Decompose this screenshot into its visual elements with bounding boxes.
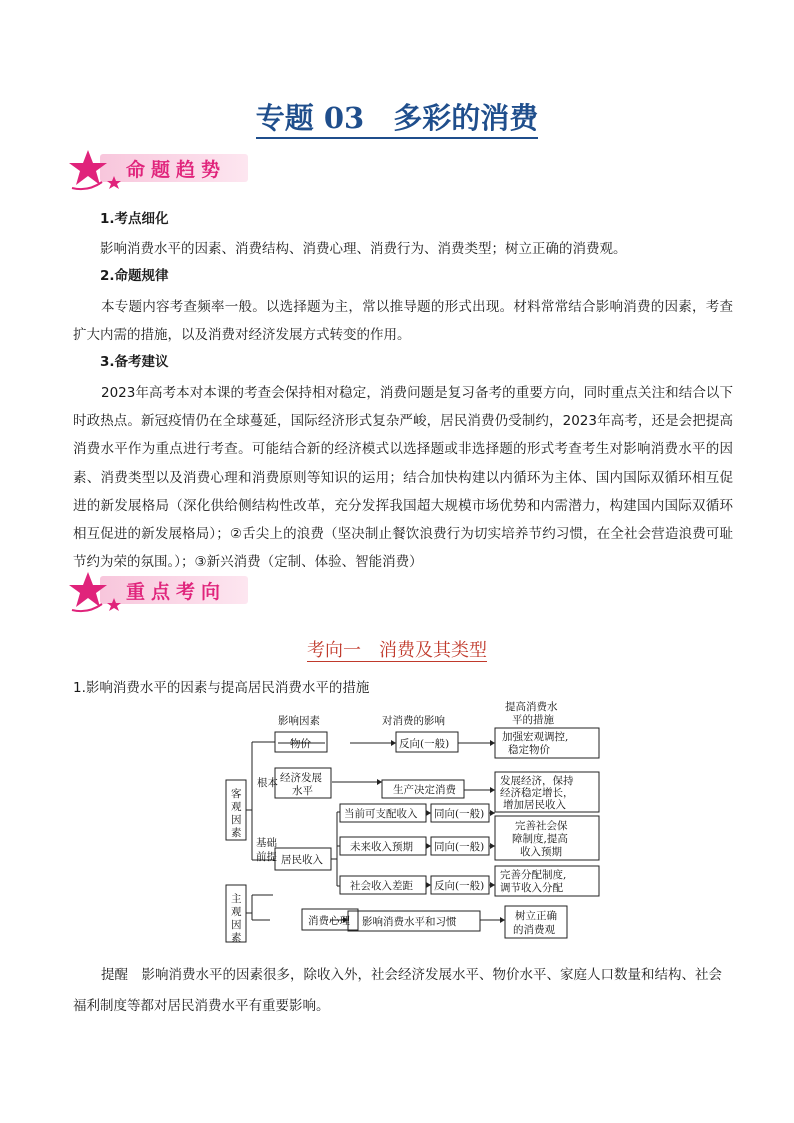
item-heading: 1.影响消费水平的因素与提高居民消费水平的措施 (73, 680, 370, 696)
trend-heading-1: 1.考点细化 (100, 211, 169, 227)
factor-diagram (210, 700, 600, 948)
objective-label-3: 因 (231, 814, 242, 826)
measure-5-line-1: 树立正确 (515, 910, 557, 922)
trend-heading-3: 3.备考建议 (100, 354, 169, 370)
trend-heading-2: 2.命题规律 (100, 268, 169, 284)
trend-text-3: 2023年高考本对本课的考查会保持相对稳定，消费问题是复习备考的重要方向，同时重点关注和结合以下时政热点。新冠疫情仍在全球蔓延，国际经济形式复杂严峻，居民消费仍受制约，2023年高考，还是会把提高消费水平作为重点进行考查。可能结合新的经济模式以选择题或非选择题的形式考查考生对影响消费水平的因素、消费类型以及消费心理和消费原则等知识的运用；结合加快构建以内循环为主体、国内国际双循环相互促进的新发展格局（深化供给侧结构性改革，充分发挥我国超大规模市场优势和内需潜力，构建国内国际双循环相互促进的新发展格局）；②舌尖上的浪费（坚决制止餐饮浪费行为切实培养节约习惯，在全社会营造浪费可耻节约为荣的氛围。）；③新兴消费（定制、体验、智能消费） (73, 385, 733, 571)
factor-econ-1: 经济发展 (280, 772, 322, 784)
header-measure-1: 提高消费水 (505, 701, 558, 713)
effect-current: 同向(一般) (434, 808, 485, 820)
subjective-label-1: 主 (231, 893, 242, 905)
measure-3-line-1: 完善社会保 (515, 820, 568, 832)
income-future: 未来收入预期 (350, 841, 413, 853)
measure-2-line-1: 发展经济，保持 (500, 775, 574, 787)
section-title-text: 考向一 消费及其类型 (307, 640, 487, 661)
banner-label: 重点考向 (126, 581, 227, 603)
effect-gap: 反向(一般) (434, 880, 485, 892)
measure-4-line-2: 调节收入分配 (500, 882, 563, 894)
header-effect: 对消费的影响 (382, 715, 445, 727)
trend-banner (64, 148, 254, 192)
factor-income: 居民收入 (281, 854, 323, 866)
measure-5-line-2: 的消费观 (513, 924, 555, 936)
subjective-label-2: 观 (231, 906, 242, 918)
objective-label-2: 观 (231, 801, 242, 813)
effect-psych: 影响消费水平和习惯 (362, 916, 457, 928)
income-current: 当前可支配收入 (344, 808, 418, 820)
star-icon (64, 148, 124, 194)
factor-psych: 消费心理 (308, 915, 350, 927)
factor-price: 物价 (290, 738, 311, 750)
header-measure-2: 平的措施 (512, 714, 554, 726)
basis-label-1: 基础 (256, 837, 277, 849)
focus-banner (64, 570, 254, 614)
measure-4-line-1: 完善分配制度, (500, 869, 567, 881)
subjective-label-4: 素 (231, 932, 242, 944)
measure-1-line-1: 加强宏观调控, (502, 731, 569, 743)
income-gap: 社会收入差距 (350, 880, 413, 892)
trend-text-2: 本专题内容考查频率一般。以选择题为主，常以推导题的形式出现。材料常常结合影响消费的因素，考查扩大内需的措施，以及消费对经济发展方式转变的作用。 (73, 299, 733, 344)
header-factor: 影响因素 (278, 715, 320, 727)
measure-3-line-2: 障制度,提高 (512, 833, 568, 845)
effect-price: 反向(一般) (399, 738, 450, 750)
trend-text-1: 影响消费水平的因素、消费结构、消费心理、消费行为、消费类型；树立正确的消费观。 (100, 241, 627, 257)
measure-2-line-3: 增加居民收入 (503, 799, 566, 811)
tip-paragraph: 提醒 影响消费水平的因素很多，除收入外，社会经济发展水平、物价水平、家庭人口数量和结构、社会福利制度等都对居民消费水平有重要影响。 (73, 967, 722, 1014)
page-title (0, 96, 794, 137)
root-label: 根本 (257, 777, 278, 789)
effect-econ: 生产决定消费 (393, 784, 456, 796)
page-title-text: 专题 03 多彩的消费 (256, 101, 538, 139)
star-icon (64, 570, 124, 616)
basis-label-2: 前提 (256, 851, 277, 863)
effect-future: 同向(一般) (434, 841, 485, 853)
factor-econ-2: 水平 (292, 785, 313, 797)
subjective-label-3: 因 (231, 919, 242, 931)
objective-label-1: 客 (231, 788, 242, 800)
banner-label: 命题趋势 (126, 159, 227, 181)
measure-3-line-3: 收入预期 (520, 846, 562, 858)
measure-2-line-2: 经济稳定增长， (500, 787, 574, 799)
section-title (0, 636, 794, 662)
measure-1-line-2: 稳定物价 (508, 744, 550, 756)
objective-label-4: 素 (231, 827, 242, 839)
